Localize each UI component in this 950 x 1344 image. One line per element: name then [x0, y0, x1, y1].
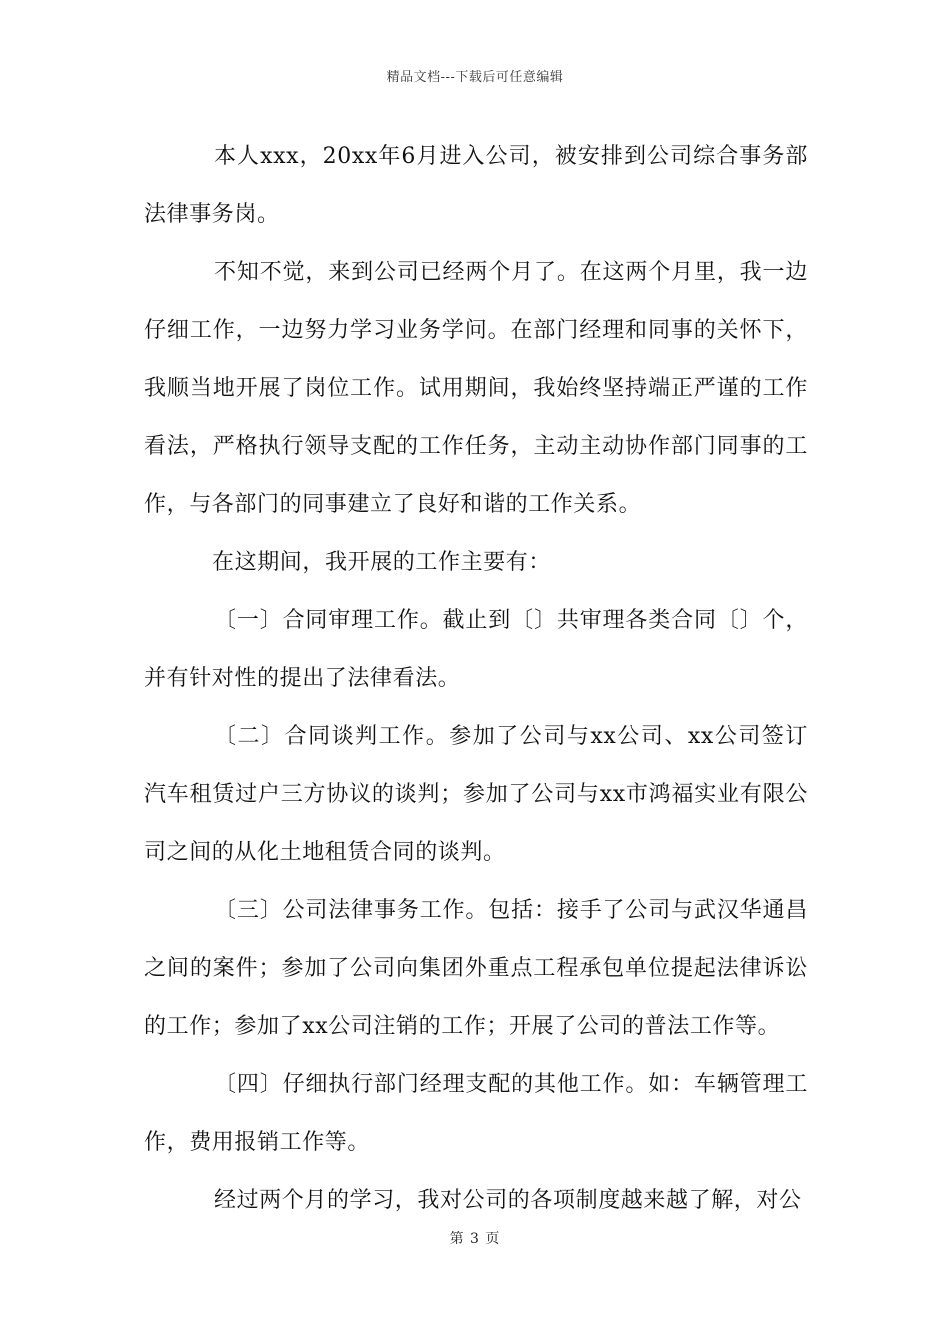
paragraph-conclusion: 经过两个月的学习，我对公司的各项制度越来越了解，对公	[214, 1188, 802, 1213]
paragraph-item-4: 〔四〕仔细执行部门经理支配的其他工作。如：车辆管理工作，费用报销工作等。	[144, 1072, 808, 1155]
page-header: 精品文档---下载后可任意编辑	[386, 70, 564, 85]
document-body	[144, 128, 808, 1230]
paragraph-work-heading: 在这期间，我开展的工作主要有：	[212, 550, 552, 575]
paragraph-summary: 不知不觉，来到公司已经两个月了。在这两个月里，我一边仔细工作，一边努力学习业务学问。在部门经理和同事的关怀下，我顺当地开展了岗位工作。试用期间，我始终坚持端正严谨的工作看法，严格执行领导支配的工作任务，主动主动协作部门同事的工作，与各部门的同事建立了良好和谐的工作关系。	[144, 260, 808, 517]
paragraph-item-3: 〔三〕公司法律事务工作。包括：接手了公司与武汉华通昌之间的案件；参加了公司向集团外重点工程承包单位提起法律诉讼的工作；参加了xx公司注销的工作；开展了公司的普法工作等。	[144, 898, 808, 1039]
paragraph-item-1: 〔一〕合同审理工作。截止到〔〕共审理各类合同〔〕个，并有针对性的提出了法律看法。	[144, 608, 808, 691]
paragraph-item-2: 〔二〕合同谈判工作。参加了公司与xx公司、xx公司签订汽车租赁过户三方协议的谈判；参加了公司与xx市鸿福实业有限公司之间的从化土地租赁合同的谈判。	[144, 724, 808, 865]
paragraph-intro: 本人xxx，20xx年6月进入公司，被安排到公司综合事务部法律事务岗。	[144, 144, 808, 227]
page-number: 第 3 页	[449, 1231, 501, 1247]
